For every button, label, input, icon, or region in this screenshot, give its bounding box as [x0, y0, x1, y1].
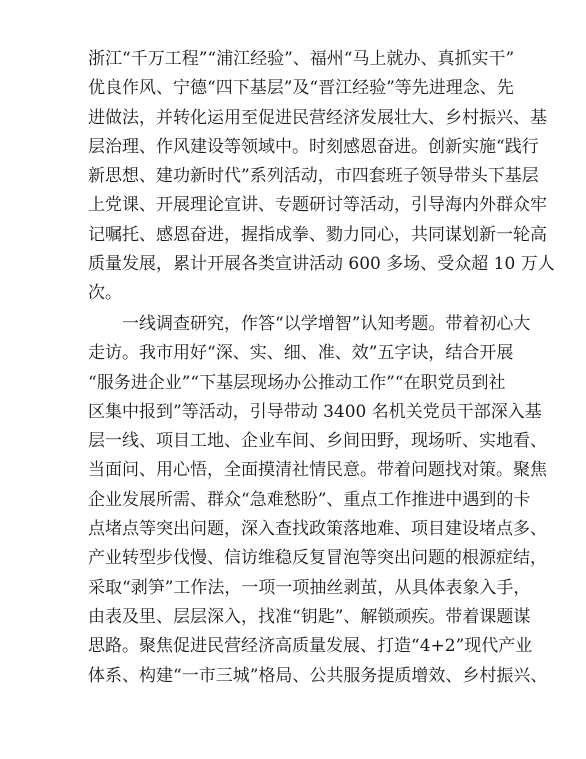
paragraph-line: 层治理、作风建设等领域中。时刻感恩奋进。创新实施“践行 — [88, 136, 539, 157]
paragraph-line: 层一线、项目工地、企业车间、乡间田野，现场听、实地看、 — [88, 431, 547, 452]
paragraph-line: 由表及里、层层深入，找准“钥匙”、解锁顽疾。带着课题谋 — [88, 606, 531, 627]
paragraph-line: 思路。聚焦促进民营经济高质量发展、打造“4+2”现代产业 — [88, 636, 533, 657]
paragraph-line: 产业转型步伐慢、信访维稳反复冒泡等突出问题的根源症结， — [88, 548, 547, 569]
paragraph-line: 企业发展所需、群众“急难愁盼”、重点工作推进中遇到的卡 — [88, 489, 531, 510]
paragraph-line: 点堵点等突出问题，深入查找政策落地难、项目建设堵点多、 — [88, 519, 547, 540]
paragraph-line: 记嘱托、感恩奋进，握指成拳、勠力同心，共同谋划新一轮高 — [88, 224, 547, 245]
paragraph-1 — [88, 45, 555, 309]
paragraph-line: 优良作风、宁德“四下基层”及“晋江经验”等先进理念、先 — [88, 78, 514, 99]
paragraph-line: 质量发展，累计开展各类宣讲活动 600 多场、受众超 10 万人 — [88, 254, 555, 275]
paragraph-line: 新思想、建功新时代”系列活动，市四套班子领导带头下基层 — [88, 166, 539, 187]
paragraph-line: 上党课、开展理论宣讲、专题研讨等活动，引导海内外群众牢 — [88, 195, 547, 216]
paragraph-line: 一线调查研究，作答“以学增智”认知考题。带着初心大 — [122, 314, 531, 334]
paragraph-line: 次。 — [88, 283, 122, 304]
paragraph-line: 采取“剥笋”工作法，一项一项抽丝剥茧，从具体表象入手， — [88, 577, 531, 598]
paragraph-line: “服务进企业”“下基层现场办公推动工作”“在职党员到社 — [88, 372, 506, 393]
paragraph-2 — [88, 310, 548, 691]
paragraph-line: 区集中报到”等活动，引导带动 3400 名机关党员干部深入基 — [88, 401, 542, 422]
paragraph-line: 当面问、用心悟，全面摸清社情民意。带着问题找对策。聚焦 — [88, 460, 547, 481]
paragraph-line: 体系、构建“一市三城”格局、公共服务提质增效、乡村振兴、 — [88, 665, 548, 686]
paragraph-line: 进做法，并转化运用至促进民营经济发展壮大、乡村振兴、基 — [88, 107, 547, 128]
paragraph-line: 走访。我市用好“深、实、细、准、效”五字诀，结合开展 — [88, 343, 514, 364]
paragraph-line: 浙江“千万工程”“浦江经验”、福州“马上就办、真抓实干” — [88, 49, 515, 69]
